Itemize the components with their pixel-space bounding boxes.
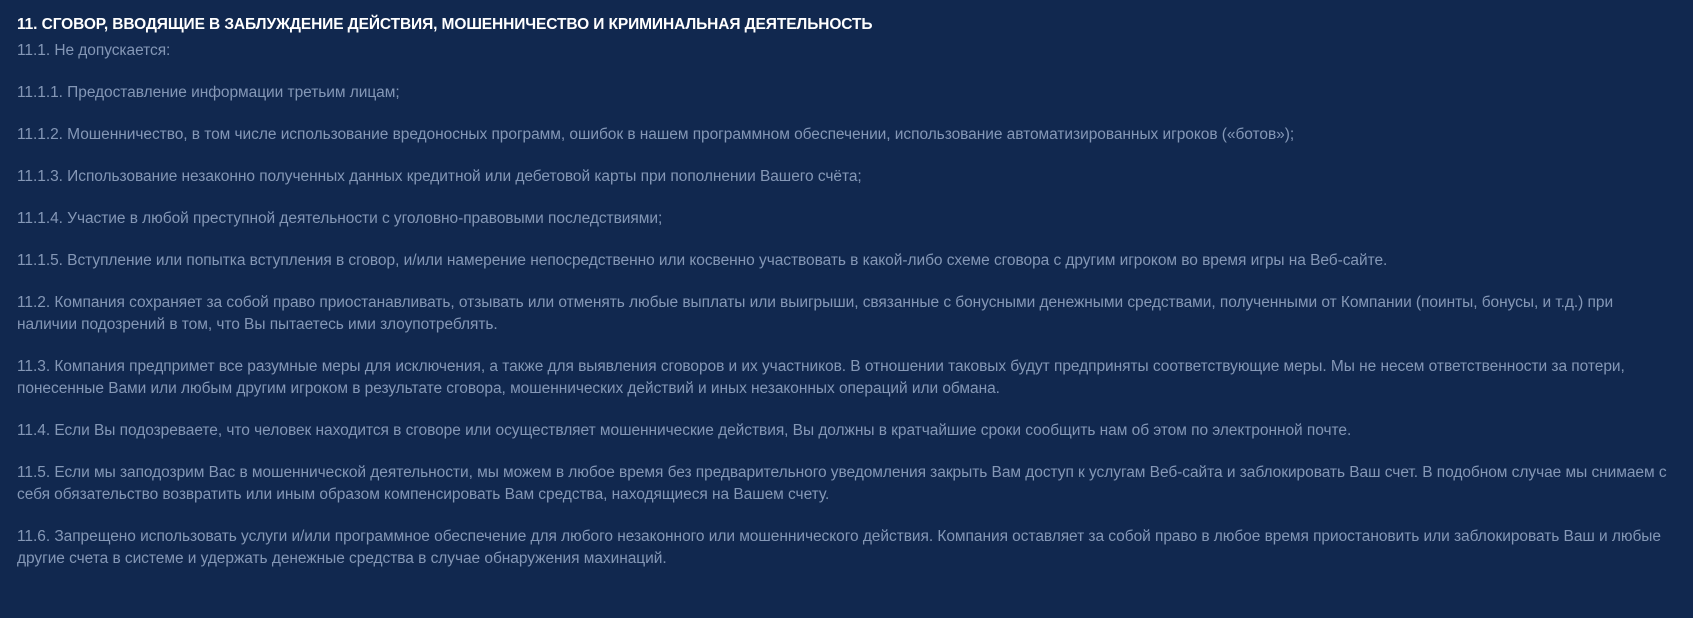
paragraph-11-1-2: 11.1.2. Мошенничество, в том числе использование вредоносных программ, ошибок в нашем программном обеспечении, использование автоматизированных игроков («ботов»); (17, 126, 1295, 143)
document-body (17, 14, 1677, 570)
paragraph-11-4: 11.4. Если Вы подозреваете, что человек находится в сговоре или осуществляет мошеннические действия, Вы должны в кратчайшие сроки сообщить нам об этом по электронной почте. (17, 422, 1352, 439)
next-section-heading-cutoff (17, 605, 1677, 618)
paragraph-11-2: 11.2. Компания сохраняет за собой право приостанавливать, отзывать или отменять любые выплаты или выигрыши, связанные с бонусными денежными средствами, полученными от Компании (поинты, бонусы, и т.д.) при наличии подозрений в том, что Вы пытаетесь ими злоупотреблять. (17, 294, 1614, 333)
paragraph-11-1: 11.1. Не допускается: (17, 42, 171, 59)
paragraph-11-1-1: 11.1.1. Предоставление информации третьим лицам; (17, 84, 400, 101)
paragraph-11-3: 11.3. Компания предпримет все разумные меры для исключения, а также для выявления сговоров и их участников. В отношении таковых будут предприняты соответствующие меры. Мы не несем ответственности за потери, понесенные Вами или любым другим игроком в результате сговора, мошеннических действий и иных незаконных операций или обмана. (17, 358, 1625, 397)
paragraph-11-5: 11.5. Если мы заподозрим Вас в мошеннической деятельности, мы можем в любое время без предварительного уведомления закрыть Вам доступ к услугам Веб-сайта и заблокировать Ваш счет. В подобном случае мы снимаем с себя обязательство возвратить или иным образом компенсировать Вам средства, находящиеся на Вашем счету. (17, 464, 1667, 503)
paragraph-11-6: 11.6. Запрещено использовать услуги и/или программное обеспечение для любого незаконного или мошеннического действия. Компания оставляет за собой право в любое время приостановить или заблокировать Ваш и любые другие счета в системе и удержать денежные средства в случае обнаружения махинаций. (17, 528, 1661, 567)
paragraph-11-1-4: 11.1.4. Участие в любой преступной деятельности с уголовно-правовыми последствиями; (17, 210, 663, 227)
paragraph-11-1-5: 11.1.5. Вступление или попытка вступления в сговор, и/или намерение непосредственно или косвенно участвовать в какой-либо схеме сговора с другим игроком во время игры на Веб-сайте. (17, 252, 1388, 269)
section-heading: 11. СГОВОР, ВВОДЯЩИЕ В ЗАБЛУЖДЕНИЕ ДЕЙСТВИЯ, МОШЕННИЧЕСТВО И КРИМИНАЛЬНАЯ ДЕЯТЕЛЬНОСТЬ (17, 16, 873, 33)
paragraph-11-1-3: 11.1.3. Использование незаконно полученных данных кредитной или дебетовой карты при пополнении Вашего счёта; (17, 168, 862, 185)
